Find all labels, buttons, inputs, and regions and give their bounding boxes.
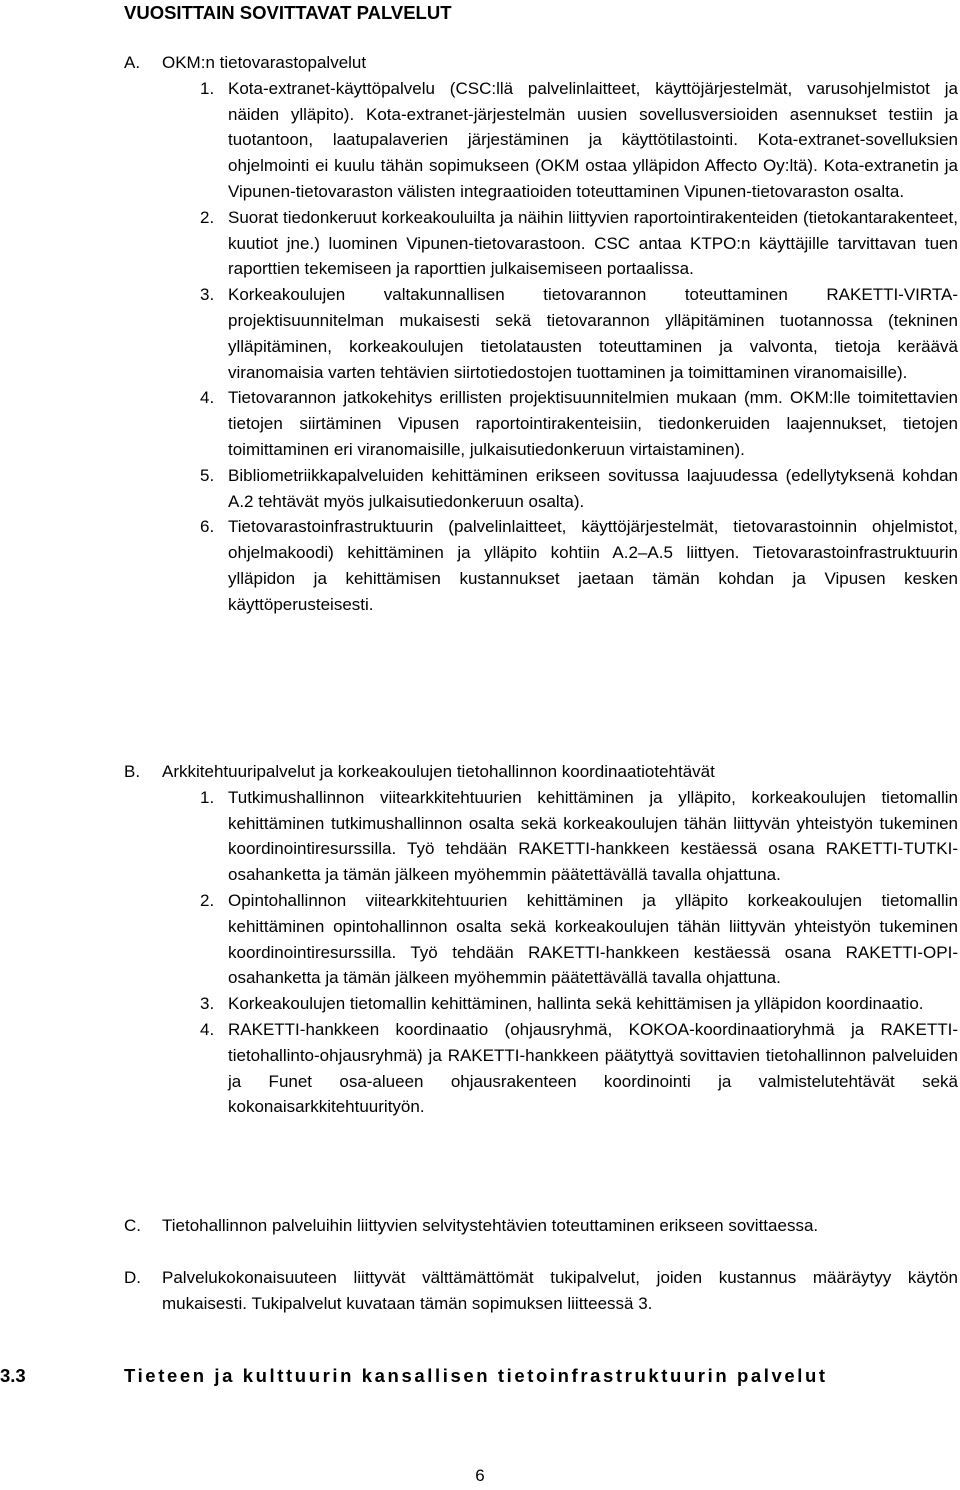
item-text: Korkeakoulujen tietomallin kehittäminen, hallinta sekä kehittämisen ja ylläpidon koordinaatio. bbox=[228, 994, 924, 1014]
section-heading-title: Tieteen ja kulttuurin kansallisen tietoinfrastruktuurin palvelut bbox=[124, 1365, 828, 1386]
section-a-letter: A. bbox=[124, 53, 141, 72]
section-d-letter: D. bbox=[124, 1268, 141, 1287]
section-b-heading bbox=[124, 759, 958, 785]
page-title: VUOSITTAIN SOVITTAVAT PALVELUT bbox=[124, 2, 452, 23]
section-c-heading bbox=[124, 1213, 958, 1239]
list-item-a2 bbox=[124, 205, 958, 282]
item-number: 3. bbox=[200, 285, 215, 305]
item-number: 4. bbox=[200, 388, 215, 408]
item-text: Tutkimushallinnon viitearkkitehtuurien kehittäminen ja ylläpito, korkeakoulujen tietomallin kehittäminen tutkimushallinnon osalta sekä korkeakoulujen tähän liittyvän yhteistyön tukeminen koordinointiresurssilla. Työ tehdään RAKETTI-hankkeen kestäessä osana RAKETTI-TUTKI-osahanketta ja tämän jälkeen myöhemmin päätettävällä tavalla ohjattuna. bbox=[228, 787, 958, 885]
section-a bbox=[124, 50, 958, 618]
section-a-title: OKM:n tietovarastopalvelut bbox=[162, 53, 367, 72]
item-number: 2. bbox=[200, 890, 215, 910]
item-number: 6. bbox=[200, 517, 215, 537]
page-number: 6 bbox=[475, 1466, 485, 1485]
list-item-a3 bbox=[124, 282, 958, 385]
item-text: Opintohallinnon viitearkkitehtuurien kehittäminen ja ylläpito korkeakoulujen tietomallin kehittäminen opintohallinnon osalta sekä korkeakoulujen tähän liittyvän yhteistyön tukeminen koordinointiresurssilla. Työ tehdään RAKETTI-hankkeen kestäessä osana RAKETTI-OPI-osahanketta ja tämän jälkeen myöhemmin päätettävällä tavalla ohjattuna. bbox=[228, 890, 958, 988]
item-number: 1. bbox=[200, 787, 215, 807]
list-item-b3 bbox=[124, 991, 958, 1017]
section-d-title: Palvelukokonaisuuteen liittyvät välttämättömät tukipalvelut, joiden kustannus määräytyy käytön mukaisesti. Tukipalvelut kuvataan tämän sopimuksen liitteessä 3. bbox=[162, 1268, 958, 1313]
item-text: Tietovarannon jatkokehitys erillisten projektisuunnitelmien mukaan (mm. OKM:lle toimitettavien tietojen siirtäminen Vipusen raportointirakenteisiin, tiedonkeruiden laajennukset, tietojen toimittaminen eri viranomaisille, julkaisutiedonkeruun virtaistaminen). bbox=[228, 388, 958, 459]
item-number: 3. bbox=[200, 994, 215, 1014]
section-heading-3-3 bbox=[0, 1364, 828, 1388]
section-c bbox=[124, 1213, 958, 1239]
item-number: 1. bbox=[200, 78, 215, 98]
list-item-b2 bbox=[124, 888, 958, 991]
item-text: Suorat tiedonkeruut korkeakouluilta ja näihin liittyvien raportointirakenteiden (tietokantarakenteet, kuutiot jne.) luominen Vipunen-tietovarastoon. CSC antaa KTPO:n käyttäjille tarvittavan tuen raporttien tekemiseen ja raporttien julkaisemiseen portaalissa. bbox=[228, 207, 958, 279]
section-c-letter: C. bbox=[124, 1216, 141, 1235]
section-b-title: Arkkitehtuuripalvelut ja korkeakoulujen tietohallinnon koordinaatiotehtävät bbox=[162, 762, 715, 781]
list-item-b4 bbox=[124, 1017, 958, 1120]
list-item-a6 bbox=[124, 514, 958, 617]
item-text: RAKETTI-hankkeen koordinaatio (ohjausryhmä, KOKOA-koordinaatioryhmä ja RAKETTI-tietohallinto-ohjausryhmä) ja RAKETTI-hankkeen päätyttyä sovittavien tietohallinnon palveluiden ja Funet osa-alueen ohjausrakenteen koordinointi ja valmistelutehtävät sekä kokonaisarkkitehtuurityön. bbox=[228, 1019, 958, 1117]
section-c-title: Tietohallinnon palveluihin liittyvien selvitystehtävien toteuttaminen erikseen sovittaessa. bbox=[162, 1216, 819, 1235]
item-number: 2. bbox=[200, 207, 215, 227]
section-a-heading bbox=[124, 50, 958, 76]
item-text: Tietovarastoinfrastruktuurin (palvelinlaitteet, käyttöjärjestelmät, tietovarastoinnin ohjelmistot, ohjelmakoodi) kehittäminen ja ylläpito kohtiin A.2–A.5 liittyen. Tietovarastoinfrastruktuurin ylläpidon ja kehittämisen kustannukset jaetaan tämän kohdan ja Vipusen kesken käyttöperusteisesti. bbox=[228, 517, 958, 614]
section-b bbox=[124, 759, 958, 1120]
item-number: 4. bbox=[200, 1019, 215, 1039]
list-item-a4 bbox=[124, 385, 958, 462]
item-text: Bibliometriikkapalveluiden kehittäminen erikseen sovitussa laajuudessa (edellytyksenä kohdan A.2 tehtävät myös julkaisutiedonkeruun osalta). bbox=[228, 465, 958, 511]
list-item-a5 bbox=[124, 463, 958, 515]
section-number: 3.3 bbox=[0, 1365, 26, 1386]
item-text: Kota-extranet-käyttöpalvelu (CSC:llä palvelinlaitteet, käyttöjärjestelmät, varusohjelmistot ja näiden ylläpito). Kota-extranet-järjestelmän uusien sovellusversioiden asennukset testiin ja tuotantoon, laatupalaverien järjestäminen ja käyttötilastointi. Kota-extranet-sovelluksien ohjelmointi ei kuulu tähän sopimukseen (OKM ostaa ylläpidon Affecto Oy:ltä). Kota-extranetin ja Vipunen-tietovaraston välisten integraatioiden toteuttaminen Vipunen-tietovaraston osalta. bbox=[228, 78, 958, 201]
section-b-letter: B. bbox=[124, 762, 141, 781]
list-item-b1 bbox=[124, 785, 958, 888]
list-item-a1 bbox=[124, 76, 958, 205]
section-d bbox=[124, 1265, 958, 1317]
item-number: 5. bbox=[200, 465, 215, 485]
section-d-heading bbox=[124, 1265, 958, 1317]
item-text: Korkeakoulujen valtakunnallisen tietovarannon toteuttaminen RAKETTI-VIRTA-projektisuunnitelman mukaisesti sekä tietovarannon ylläpitäminen tuotannossa (tekninen ylläpitäminen, korkeakoulujen tietolatausten toteuttaminen ja valvonta, tietoja keräävä viranomaisia varten tehtävien siirtotiedostojen tuottaminen ja toimittaminen viranomaisille). bbox=[228, 285, 958, 382]
